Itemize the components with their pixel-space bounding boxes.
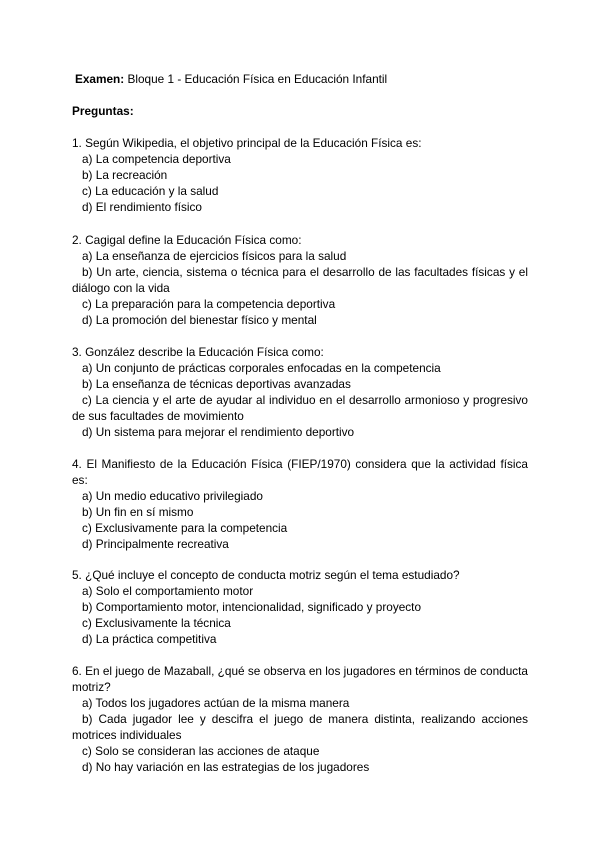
option-b: b) Cada jugador lee y descifra el juego de manera distinta, realizando acciones motrices individuales <box>72 712 528 742</box>
question-5 <box>72 567 528 647</box>
question-text: 1. Según Wikipedia, el objetivo principal de la Educación Física es: <box>72 136 422 150</box>
question-text: 4. El Manifiesto de la Educación Física (FIEP/1970) considera que la actividad física es: <box>72 457 528 487</box>
option-d: d) Un sistema para mejorar el rendimiento deportivo <box>82 425 355 439</box>
exam-label: Examen: <box>75 72 125 86</box>
option-a: a) La enseñanza de ejercicios físicos para la salud <box>82 249 347 263</box>
option-a: a) Solo el comportamiento motor <box>82 584 254 598</box>
option-a: a) La competencia deportiva <box>82 152 231 166</box>
option-c: c) Solo se consideran las acciones de ataque <box>82 744 320 758</box>
section-title: Preguntas: <box>72 104 134 118</box>
option-b: b) La recreación <box>82 168 168 182</box>
option-d: d) La práctica competitiva <box>82 632 217 646</box>
question-text: 5. ¿Qué incluye el concepto de conducta motriz según el tema estudiado? <box>72 568 460 582</box>
option-a: a) Todos los jugadores actúan de la misma manera <box>82 696 350 710</box>
option-d: d) El rendimiento físico <box>82 200 202 214</box>
question-3 <box>72 344 528 440</box>
question-2 <box>72 232 528 328</box>
question-1 <box>72 135 528 215</box>
option-a: a) Un medio educativo privilegiado <box>82 489 263 503</box>
option-c: c) Exclusivamente la técnica <box>82 616 231 630</box>
question-text: 3. González describe la Educación Física como: <box>72 345 324 359</box>
option-d: d) Principalmente recreativa <box>82 537 229 551</box>
option-d: d) No hay variación en las estrategias de los jugadores <box>82 760 370 774</box>
option-c: c) Exclusivamente para la competencia <box>82 521 288 535</box>
option-b: b) Un arte, ciencia, sistema o técnica para el desarrollo de las facultades físicas y el diálogo con la vida <box>72 265 528 295</box>
option-c: c) La ciencia y el arte de ayudar al individuo en el desarrollo armonioso y progresivo de sus facultades de movimiento <box>72 393 528 423</box>
option-a: a) Un conjunto de prácticas corporales enfocadas en la competencia <box>82 361 441 375</box>
option-b: b) Comportamiento motor, intencionalidad, significado y proyecto <box>82 600 422 614</box>
option-b: b) La enseñanza de técnicas deportivas avanzadas <box>82 377 351 391</box>
option-c: c) La preparación para la competencia deportiva <box>82 297 336 311</box>
option-c: c) La educación y la salud <box>82 184 219 198</box>
exam-header <box>75 71 387 87</box>
question-6 <box>72 663 528 775</box>
question-text: 2. Cagigal define la Educación Física como: <box>72 233 302 247</box>
exam-title: Bloque 1 - Educación Física en Educación Infantil <box>127 72 388 86</box>
question-text: 6. En el juego de Mazaball, ¿qué se observa en los jugadores en términos de conducta motriz? <box>72 664 528 694</box>
question-4 <box>72 456 528 552</box>
option-b: b) Un fin en sí mismo <box>82 505 194 519</box>
option-d: d) La promoción del bienestar físico y mental <box>82 313 317 327</box>
